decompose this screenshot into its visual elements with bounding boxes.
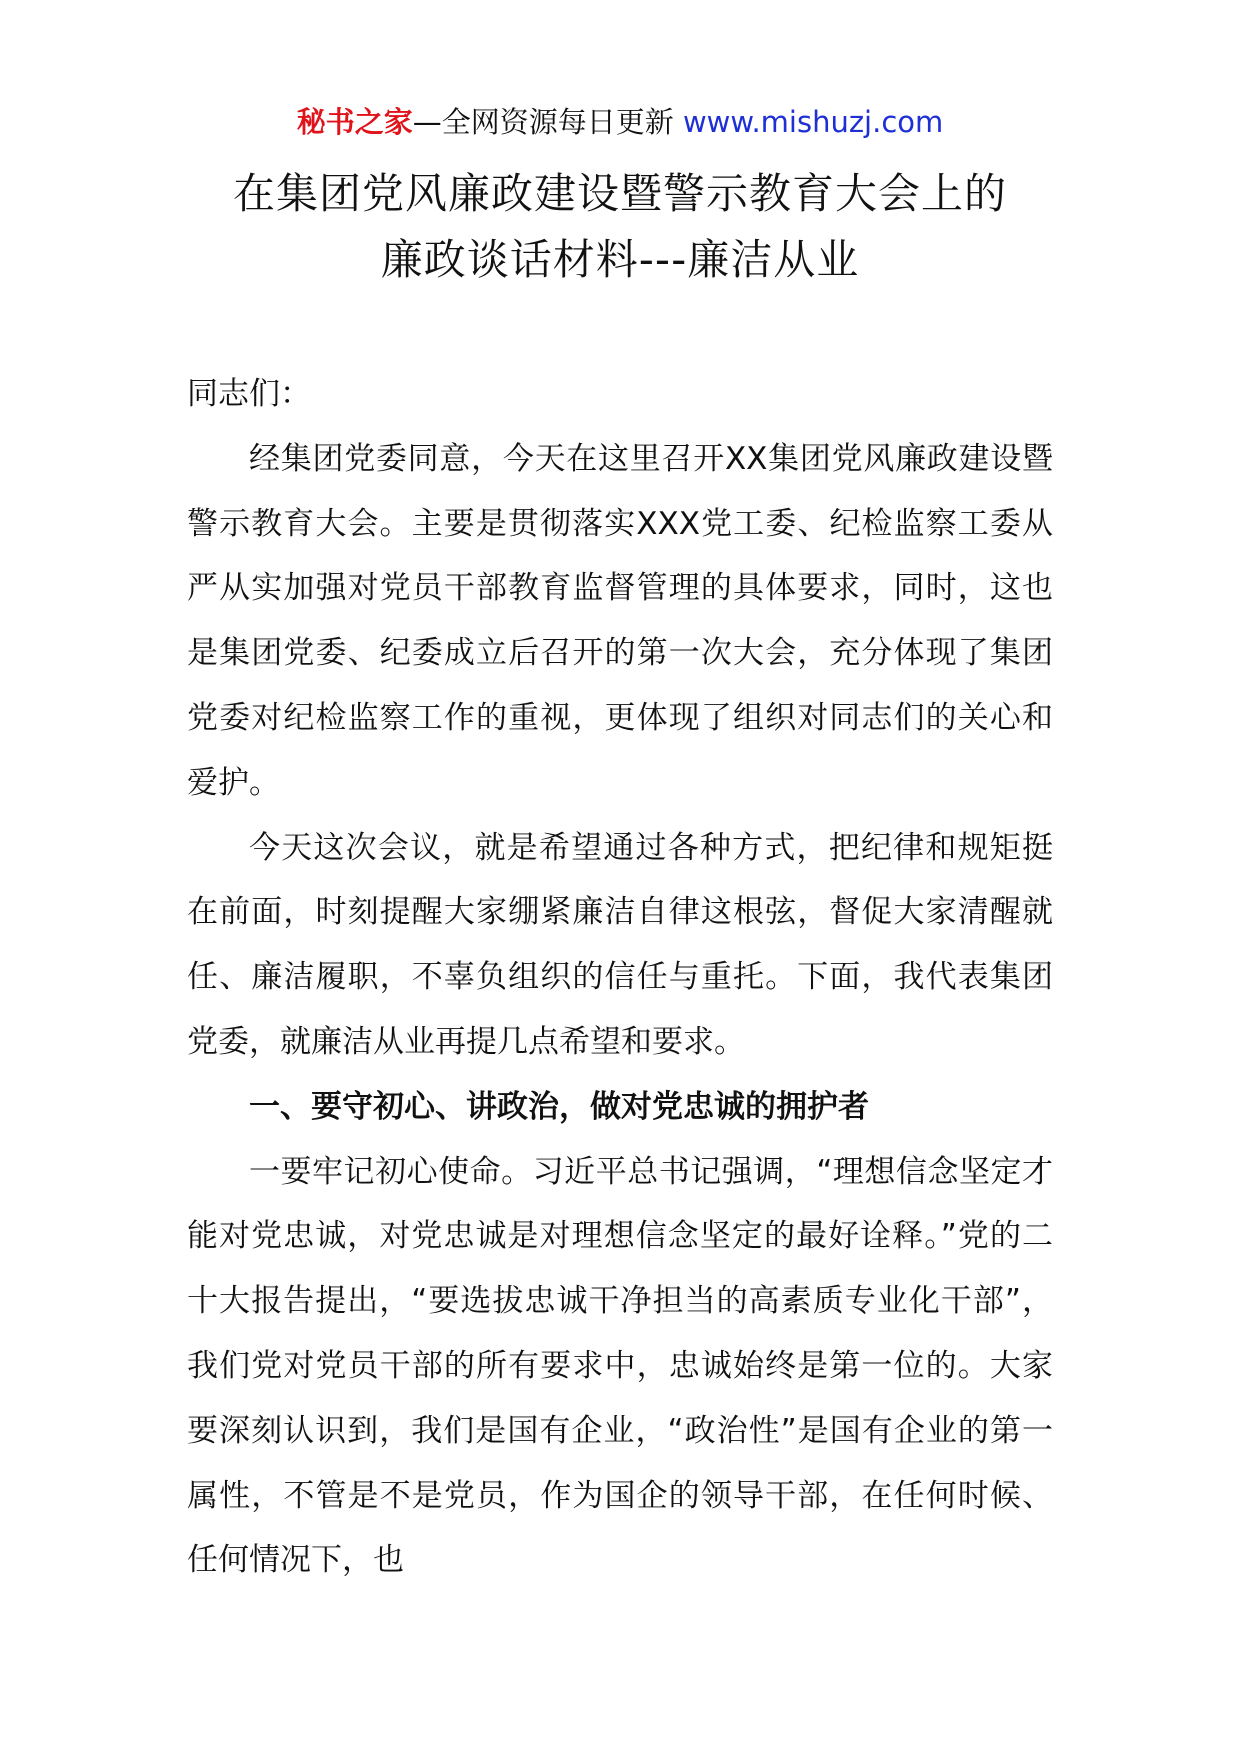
document-title-line-2: 廉政谈话材料---廉洁从业 <box>380 235 860 284</box>
paragraph-3: 一要牢记初心使命。习近平总书记强调，“理想信念坚定才能对党忠诚，对党忠诚是对理想信念坚定的最好诠释。”党的二十大报告提出，“要选拔忠诚干净担当的高素质专业化干部”，我们党对党员干部的所有要求中，忠诚始终是第一位的。大家要深刻认识到，我们是国有企业，“政治性”是国有企业的第一属性，不管是不是党员，作为国企的领导干部，在任何时候、任何情况下，也 <box>187 1153 1053 1579</box>
paragraph-1: 经集团党委同意，今天在这里召开XX集团党风廉政建设暨警示教育大会。主要是贯彻落实XXX党工委、纪检监察工委从严从实加强对党员干部教育监督管理的具体要求，同时，这也是集团党委、纪委成立后召开的第一次大会，充分体现了集团党委对纪检监察工作的重视，更体现了组织对同志们的关心和爱护。 <box>187 440 1053 801</box>
watermark-header <box>0 100 1240 144</box>
brand-name: 秘书之家 <box>296 105 413 139</box>
salutation: 同志们： <box>187 376 311 412</box>
section-heading-1: 一、要守初心、讲政治，做对党忠诚的拥护者 <box>249 1088 869 1125</box>
document-body <box>187 362 1053 1593</box>
site-link[interactable]: www.mishuzj.com <box>682 105 944 139</box>
paragraph-2: 今天这次会议，就是希望通过各种方式，把纪律和规矩挺在前面，时刻提醒大家绷紧廉洁自律这根弦，督促大家清醒就任、廉洁履职，不辜负组织的信任与重托。下面，我代表集团党委，就廉洁从业再提几点希望和要求。 <box>187 829 1053 1060</box>
header-slogan: —全网资源每日更新 <box>412 105 683 139</box>
document-title-line-1: 在集团党风廉政建设暨警示教育大会上的 <box>232 169 1007 218</box>
